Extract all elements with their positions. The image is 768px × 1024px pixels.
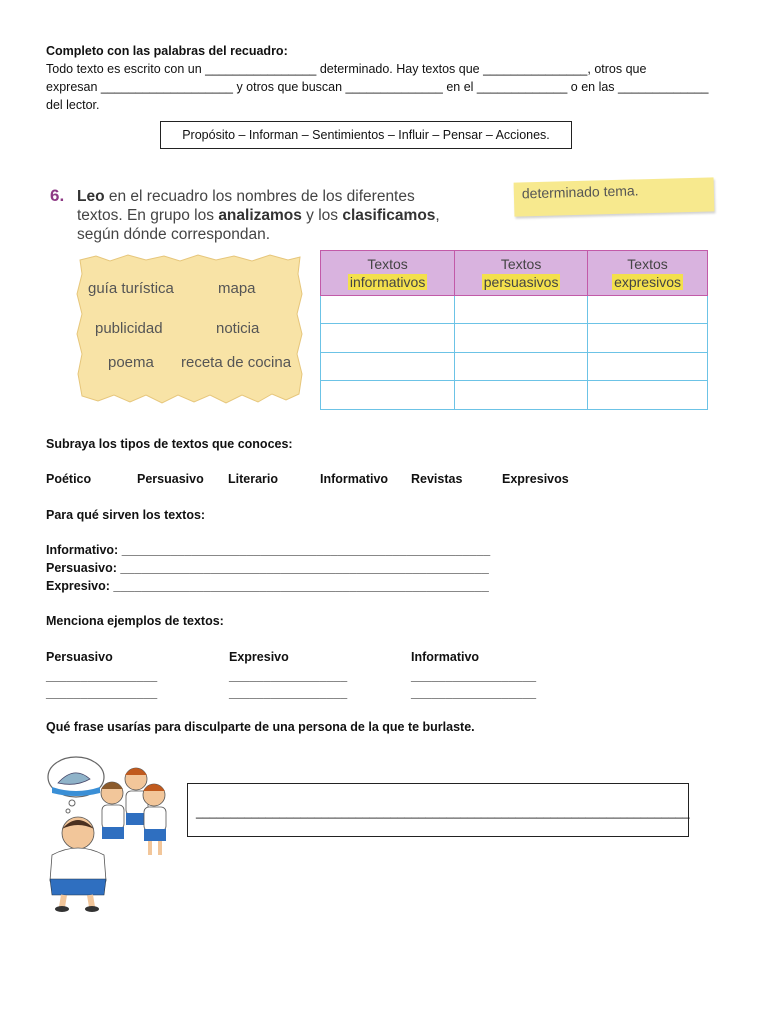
table-row xyxy=(321,352,708,381)
table-cell[interactable] xyxy=(588,295,708,324)
exercise-line-2-a: textos. En grupo los xyxy=(77,207,219,224)
type-poetico[interactable]: Poético xyxy=(46,472,92,486)
word-mapa: mapa xyxy=(218,280,256,297)
section1-line3: del lector. xyxy=(46,98,100,112)
table-row xyxy=(321,381,708,410)
word-box-text: Propósito – Informan – Sentimientos – Influir – Pensar – Acciones. xyxy=(182,128,550,142)
type-informativo[interactable]: Informativo xyxy=(320,472,389,486)
exercise-line-2-b: analizamos xyxy=(218,207,302,224)
word-box xyxy=(160,121,572,149)
purpose-line-persuasivo[interactable]: Persuasivo: _____________________________________________________ xyxy=(46,561,489,575)
exercise-number: 6. xyxy=(50,186,65,205)
purpose-line-expresivo[interactable]: Expresivo: ______________________________________________________ xyxy=(46,579,489,593)
word-guia-turistica: guía turística xyxy=(88,280,174,297)
section1-line1: Todo texto es escrito con un ________________ determinado. Hay textos que _______________, otros que xyxy=(46,62,647,76)
table-header-row xyxy=(321,251,708,296)
example-label-persuasivo: Persuasivo xyxy=(46,650,113,664)
answer-box[interactable] xyxy=(187,783,689,837)
exercise-6-image xyxy=(44,180,720,420)
answer-line[interactable]: _______________________________________________________________________ xyxy=(196,805,690,819)
example-line-expresivo-1[interactable]: _________________ xyxy=(229,669,348,683)
table-cell[interactable] xyxy=(321,295,455,324)
word-noticia: noticia xyxy=(216,320,260,337)
exercise-line-3: según dónde correspondan. xyxy=(77,226,271,243)
exercise-line-1 xyxy=(77,187,415,206)
table-cell[interactable] xyxy=(321,381,455,410)
header-persuasivos xyxy=(455,251,588,296)
sticky-note xyxy=(514,177,715,216)
table-cell[interactable] xyxy=(321,352,455,381)
word-receta-de-cocina: receta de cocina xyxy=(181,354,292,371)
table-cell[interactable] xyxy=(455,352,588,381)
header-bottom-text: persuasivos xyxy=(483,273,559,290)
header-expresivos xyxy=(588,251,708,296)
word-card xyxy=(76,254,304,406)
section5-title: Qué frase usarías para disculparte de una persona de la que te burlaste. xyxy=(46,720,475,734)
classification-table xyxy=(320,250,708,410)
table-row xyxy=(321,295,708,324)
header-bottom-text: expresivos xyxy=(614,273,681,290)
table-cell[interactable] xyxy=(455,324,588,353)
table-row xyxy=(321,324,708,353)
type-expresivos[interactable]: Expresivos xyxy=(502,472,569,486)
example-label-informativo: Informativo xyxy=(411,650,480,664)
section3-title: Para qué sirven los textos: xyxy=(46,508,206,522)
example-line-informativo-2[interactable]: __________________ xyxy=(411,686,537,700)
example-label-expresivo: Expresivo xyxy=(229,650,289,664)
header-top-text: Textos xyxy=(367,255,408,272)
type-persuasivo[interactable]: Persuasivo xyxy=(137,472,204,486)
purpose-line-informativo[interactable]: Informativo: _____________________________________________________ xyxy=(46,543,491,557)
example-line-informativo-1[interactable]: __________________ xyxy=(411,669,537,683)
header-top-text: Textos xyxy=(500,255,542,272)
example-line-persuasivo-2[interactable]: ________________ xyxy=(46,686,158,700)
table-cell[interactable] xyxy=(588,381,708,410)
header-top-text: Textos xyxy=(627,255,668,272)
header-informativos xyxy=(321,251,455,296)
word-publicidad: publicidad xyxy=(95,320,163,337)
exercise-line-1-bold: Leo xyxy=(77,188,105,205)
example-line-persuasivo-1[interactable]: ________________ xyxy=(46,669,158,683)
table-cell[interactable] xyxy=(321,324,455,353)
section1-title: Completo con las palabras del recuadro: xyxy=(46,44,288,58)
header-bottom-text: informativos xyxy=(349,273,426,290)
section4-title: Menciona ejemplos de textos: xyxy=(46,614,224,628)
exercise-line-2-e: , xyxy=(435,207,440,224)
type-revistas[interactable]: Revistas xyxy=(411,472,463,486)
type-literario[interactable]: Literario xyxy=(228,472,279,486)
section2-title: Subraya los tipos de textos que conoces: xyxy=(46,437,293,451)
exercise-line-2 xyxy=(77,206,440,225)
exercise-line-2-d: clasificamos xyxy=(342,207,436,224)
exercise-line-2-c: y los xyxy=(301,207,343,224)
exercise-line-1-rest: en el recuadro los nombres de los diferentes xyxy=(104,188,415,205)
word-poema: poema xyxy=(108,354,154,371)
example-line-expresivo-2[interactable]: _________________ xyxy=(229,686,348,700)
sticky-note-text: determinado tema. xyxy=(521,182,639,202)
table-cell[interactable] xyxy=(588,352,708,381)
table-cell[interactable] xyxy=(455,295,588,324)
table-cell[interactable] xyxy=(455,381,588,410)
section1-line2: expresan ___________________ y otros que buscan ______________ en el _____________ o en las _____________ xyxy=(46,80,709,94)
children-illustration xyxy=(44,755,174,913)
table-cell[interactable] xyxy=(588,324,708,353)
